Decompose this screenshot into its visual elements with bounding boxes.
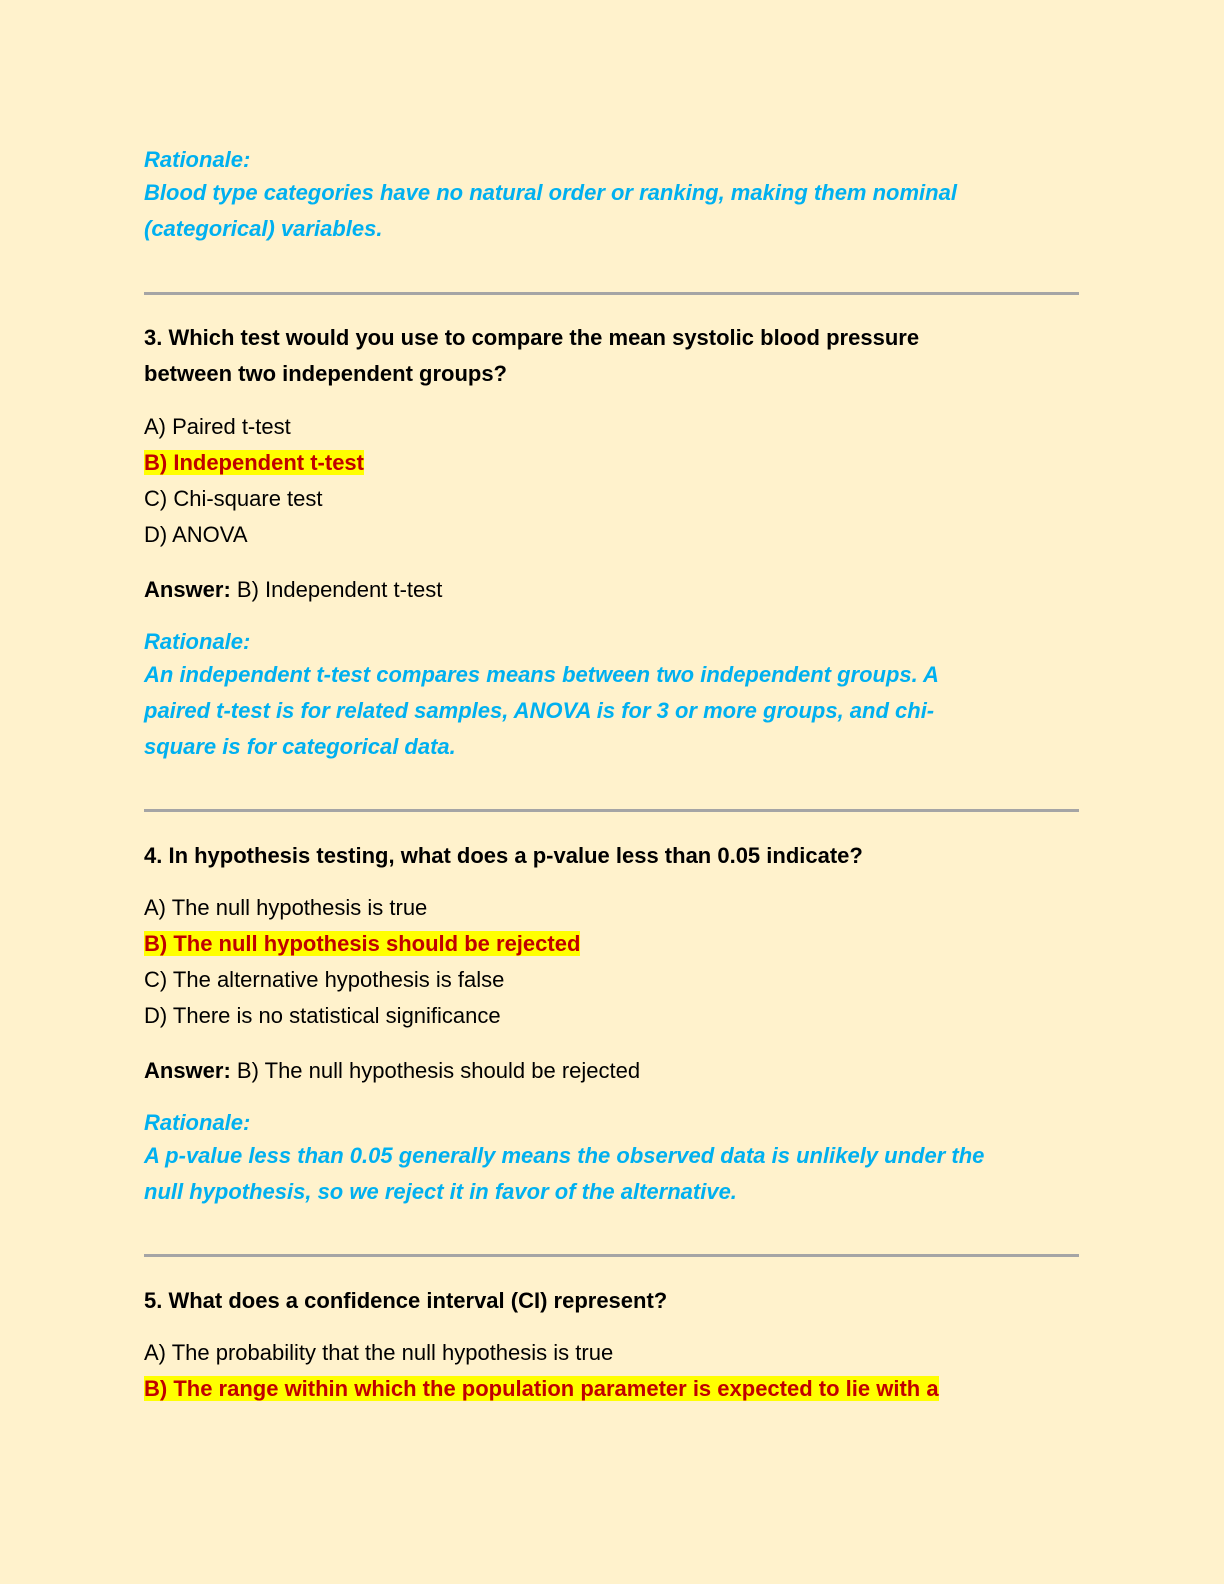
- rationale-line: (categorical) variables.: [144, 216, 383, 241]
- rationale-line: Blood type categories have no natural order or ranking, making them nominal: [144, 180, 957, 205]
- rationale-label: Rationale:: [144, 629, 251, 654]
- question-text: 5. What does a confidence interval (CI) represent?: [144, 1288, 668, 1313]
- question-text: 4. In hypothesis testing, what does a p-value less than 0.05 indicate?: [144, 843, 863, 868]
- rationale-line: An independent t-test compares means between two independent groups. A: [144, 662, 939, 687]
- question-5: [144, 1283, 1084, 1319]
- question-text: between two independent groups?: [144, 361, 507, 386]
- answer-label: Answer:: [144, 1058, 231, 1083]
- option-d: D) There is no statistical significance: [144, 1003, 501, 1028]
- section-divider: [144, 292, 1079, 295]
- option-a: A) Paired t-test: [144, 414, 291, 439]
- option-d: D) ANOVA: [144, 522, 248, 547]
- question-text: 3. Which test would you use to compare the mean systolic blood pressure: [144, 325, 920, 350]
- rationale-line: square is for categorical data.: [144, 734, 456, 759]
- section-divider: [144, 1254, 1079, 1257]
- option-b-correct: [144, 929, 1084, 959]
- question-5-options: [144, 1338, 1084, 1404]
- option-b-correct: [144, 1374, 1084, 1404]
- question-4-rationale: [144, 1108, 1084, 1210]
- question-4-options: [144, 893, 1084, 1031]
- q2-rationale: [144, 145, 1084, 247]
- option-b-correct: [144, 448, 1084, 478]
- question-3-options: [144, 412, 1084, 550]
- question-4: [144, 838, 1084, 874]
- highlighted-answer: B) The range within which the population parameter is expected to lie with a: [144, 1376, 939, 1401]
- rationale-label: Rationale:: [144, 1110, 251, 1135]
- highlighted-answer: B) Independent t-test: [144, 450, 364, 475]
- question-4-answer: [144, 1056, 1084, 1086]
- rationale-label: Rationale:: [144, 147, 251, 172]
- option-a: A) The probability that the null hypothesis is true: [144, 1340, 614, 1365]
- answer-text: B) The null hypothesis should be rejected: [230, 1058, 641, 1083]
- rationale-line: paired t-test is for related samples, ANOVA is for 3 or more groups, and chi-: [144, 698, 935, 723]
- rationale-line: A p-value less than 0.05 generally means the observed data is unlikely under the: [144, 1143, 985, 1168]
- question-3-answer: [144, 575, 1084, 605]
- highlighted-answer: B) The null hypothesis should be rejected: [144, 931, 581, 956]
- rationale-line: null hypothesis, so we reject it in favor of the alternative.: [144, 1179, 737, 1204]
- option-a: A) The null hypothesis is true: [144, 895, 428, 920]
- answer-label: Answer:: [144, 577, 231, 602]
- section-divider: [144, 809, 1079, 812]
- option-c: C) The alternative hypothesis is false: [144, 967, 505, 992]
- answer-text: B) Independent t-test: [230, 577, 443, 602]
- option-c: C) Chi-square test: [144, 486, 323, 511]
- question-3-rationale: [144, 627, 1084, 765]
- question-3: [144, 320, 1084, 392]
